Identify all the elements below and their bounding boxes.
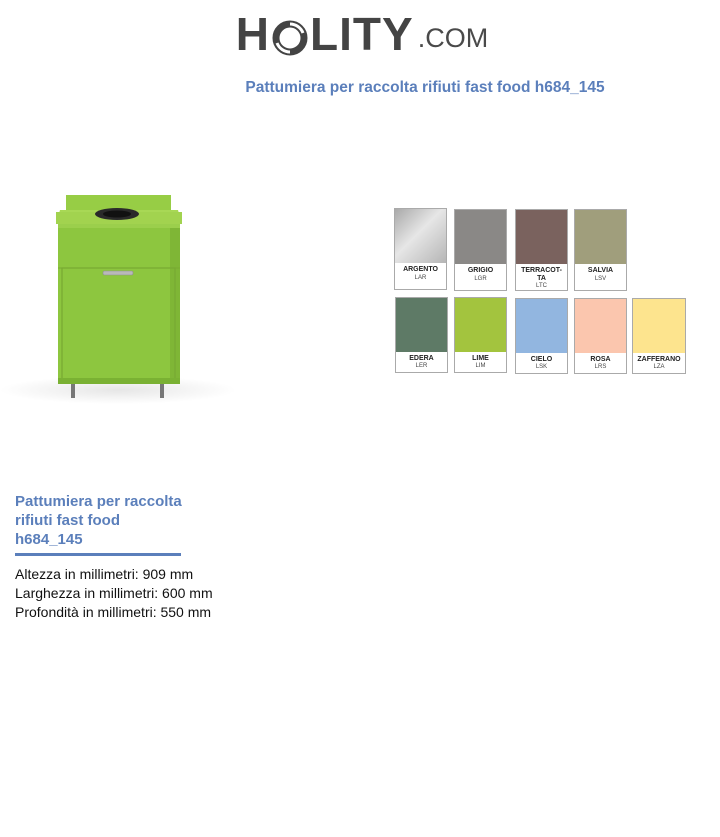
product-title-line: h684_145 <box>15 531 83 548</box>
logo-domain-suffix: .COM <box>417 23 489 53</box>
swatch-color-block <box>395 209 446 263</box>
swatch-name: LIME <box>472 355 489 362</box>
swatch-code: LZA <box>653 364 665 370</box>
swatch-name: CIELO <box>530 356 553 363</box>
swatch-code: LGR <box>474 276 487 282</box>
spec-height: Altezza in millimetri: 909 mm <box>15 566 194 582</box>
swatch-code: LSV <box>594 276 607 282</box>
spec-depth: Profondità in millimetri: 550 mm <box>15 604 212 620</box>
swatch-name: SALVIA <box>587 267 614 274</box>
swatch-code: LSK <box>535 364 548 370</box>
page-title: Pattumiera per raccolta rifiuti fast food h684_145 <box>245 79 605 96</box>
swatch-color-block <box>575 299 626 353</box>
swatch-cielo[interactable] <box>515 298 568 374</box>
brand-logo[interactable] <box>0 10 720 58</box>
swatch-color-block <box>396 298 447 352</box>
swatch-name: GRIGIO <box>467 267 494 274</box>
swatch-code: LIM <box>475 363 486 369</box>
swatch-code: LER <box>415 363 428 369</box>
swatch-code: LRS <box>594 364 607 370</box>
swatch-lime[interactable] <box>454 297 507 373</box>
spec-width: Larghezza in millimetri: 600 mm <box>15 585 213 601</box>
logo-wordmark <box>236 10 414 58</box>
swatch-name: ROSA <box>590 356 611 363</box>
swatch-argento[interactable] <box>394 208 447 290</box>
swatch-color-block <box>633 299 685 353</box>
swatch-name: ZAFFERANO <box>637 356 681 363</box>
swatch-color-block <box>455 298 506 352</box>
product-title-line: rifiuti fast food <box>15 512 120 529</box>
logo-ring-icon <box>272 16 308 52</box>
swatch-code: LAR <box>414 275 427 281</box>
swatch-edera[interactable] <box>395 297 448 373</box>
swatch-salvia[interactable] <box>574 209 627 291</box>
logo-letters-lity: LITY <box>310 8 414 60</box>
swatch-name: TERRACOT- TA <box>521 267 562 282</box>
color-swatches <box>394 208 694 378</box>
swatch-color-block <box>516 210 567 264</box>
product-specs <box>15 565 213 622</box>
swatch-name: EDERA <box>409 355 434 362</box>
swatch-grigio[interactable] <box>454 209 507 291</box>
product-title <box>15 492 215 549</box>
product-image <box>0 190 240 405</box>
swatch-color-block <box>575 210 626 264</box>
swatch-color-block <box>455 210 506 264</box>
swatch-zafferano[interactable] <box>632 298 686 374</box>
logo-letter-h: H <box>235 8 271 60</box>
swatch-code: LTC <box>536 283 547 289</box>
title-divider <box>15 553 181 556</box>
swatch-rosa[interactable] <box>574 298 627 374</box>
swatch-color-block <box>516 299 567 353</box>
product-title-line: Pattumiera per raccolta <box>15 493 182 510</box>
swatch-name: ARGENTO <box>403 266 438 273</box>
swatch-terracotta[interactable] <box>515 209 568 291</box>
